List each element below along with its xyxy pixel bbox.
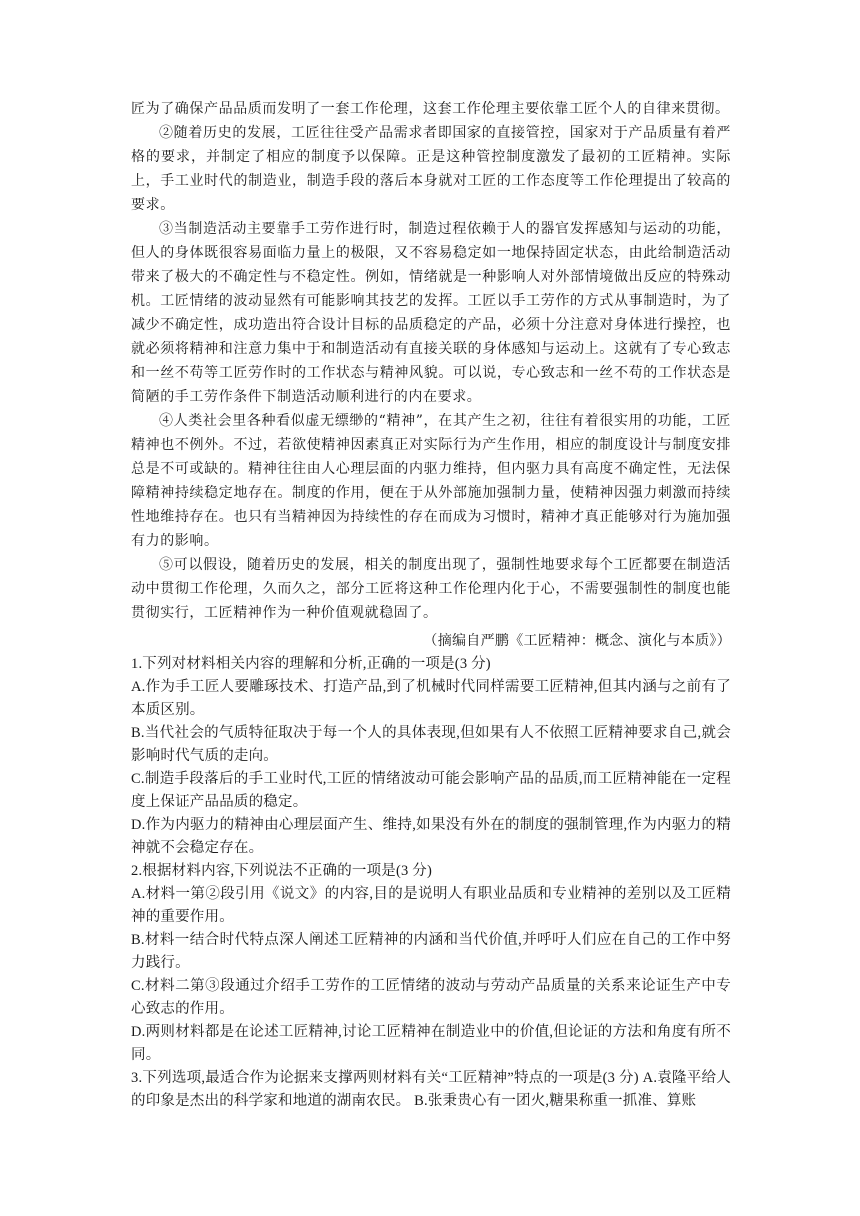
page-content [131,97,731,1113]
passage-paragraph-1-continuation: 匠为了确保产品品质而发明了一套工作伦理，这套工作伦理主要依靠工匠个人的自律来贯彻。 [131,101,730,117]
question-2-option-a[interactable]: A.材料一第②段引用《说文》的内容,目的是说明人有职业品质和专业精神的差别以及工匠精神的重要作用。 [131,886,731,925]
question-1-option-a[interactable]: A.作为手工匠人要雕琢技术、打造产品,到了机械时代同样需要工匠精神,但其内涵与之前有了本质区别。 [131,679,731,718]
question-2-option-c[interactable]: C.材料二第③段通过介绍手工劳作的工匠情绪的波动与劳动产品质量的关系来论证生产中专心致志的作用。 [131,978,731,1017]
question-1-option-c[interactable]: C.制造手段落后的手工业时代,工匠的情绪波动可能会影响产品的品质,而工匠精神能在一定程度上保证产品品质的稳定。 [131,771,731,810]
passage-paragraph-5: ⑤可以假设，随着历史的发展，相关的制度出现了，强制性地要求每个工匠都要在制造活动中贯彻工作伦理，久而久之，部分工匠将这种工作伦理内化于心，不需要强制性的制度也能贯彻实行，工匠精神作为一种价值观就稳固了。 [131,557,731,621]
passage-source-citation: （摘编自严鹏《工匠精神：概念、演化与本质》） [423,633,731,649]
question-2-option-d[interactable]: D.两则材料都是在论述工匠精神,讨论工匠精神在制造业中的价值,但论证的方法和角度有所不同。 [131,1024,731,1063]
passage-paragraph-2: ②随着历史的发展，工匠往往受产品需求者即国家的直接管控，国家对于产品质量有着严格的要求，并制定了相应的制度予以保障。正是这种管控制度激发了最初的工匠精神。实际上，手工业时代的制造业，制造手段的落后本身就对工匠的工作态度等工作伦理提出了较高的要求。 [131,125,731,213]
question-2-option-b[interactable]: B.材料一结合时代特点深人阐述工匠精神的内涵和当代价值,并呼吁人们应在自己的工作中努力践行。 [131,932,731,971]
question-3 [131,1067,731,1113]
passage-paragraph-4: ④人类社会里各种看似虚无缥缈的“精神”，在其产生之初，往往有着很实用的功能，工匠精神也不例外。不过，若欲使精神因素真正对实际行为产生作用，相应的制度设计与制度安排总是不可或缺的。精神往往由人心理层面的内驱力维持，但内驱力具有高度不确定性，无法保障精神持续稳定地存在。制度的作用，便在于从外部施加强制力量，使精神因强力刺激而持续性地维持存在。也只有当精神因为持续性的存在而成为习惯时，精神才真正能够对行为施加强有力的影响。 [131,413,731,549]
question-1-option-d[interactable]: D.作为内驱力的精神由心理层面产生、维持,如果没有外在的制度的强制管理,作为内驱力的精神就不会稳定存在。 [131,817,731,856]
question-3-stem-and-options: 3.下列选项,最适合作为论据来支撑两则材料有关“工匠精神”特点的一项是(3 分) A.袁隆平给人的印象是杰出的科学家和地道的湖南农民。 B.张秉贵心有一团火,糖果称重一抓准、算账 [131,1070,731,1109]
question-1-stem: 1.下列对材料相关内容的理解和分析,正确的一项是(3 分) [131,656,491,672]
question-1 [131,653,731,860]
question-2 [131,860,731,1067]
question-1-option-b[interactable]: B.当代社会的气质特征取决于每一个人的具体表现,但如果有人不依照工匠精神要求自己,就会影响时代气质的走向。 [131,725,731,764]
passage-paragraph-3: ③当制造活动主要靠手工劳作进行时，制造过程依赖于人的器官发挥感知与运动的功能，但人的身体既很容易面临力量上的极限，又不容易稳定如一地保持固定状态，由此给制造活动带来了极大的不确定性与不稳定性。例如，情绪就是一种影响人对外部情境做出反应的特殊动机。工匠情绪的波动显然有可能影响其技艺的发挥。工匠以手工劳作的方式从事制造时，为了减少不确定性，成功造出符合设计目标的品质稳定的产品，必须十分注意对身体进行操控，也就必须将精神和注意力集中于和制造活动有直接关联的身体感知与运动上。这就有了专心致志和一丝不苟等工匠劳作时的工作状态与精神风貌。可以说，专心致志和一丝不苟的工作状态是简陋的手工劳作条件下制造活动顺利进行的内在要求。 [131,221,731,405]
question-2-stem: 2.根据材料内容,下列说法不正确的一项是(3 分) [131,863,433,879]
